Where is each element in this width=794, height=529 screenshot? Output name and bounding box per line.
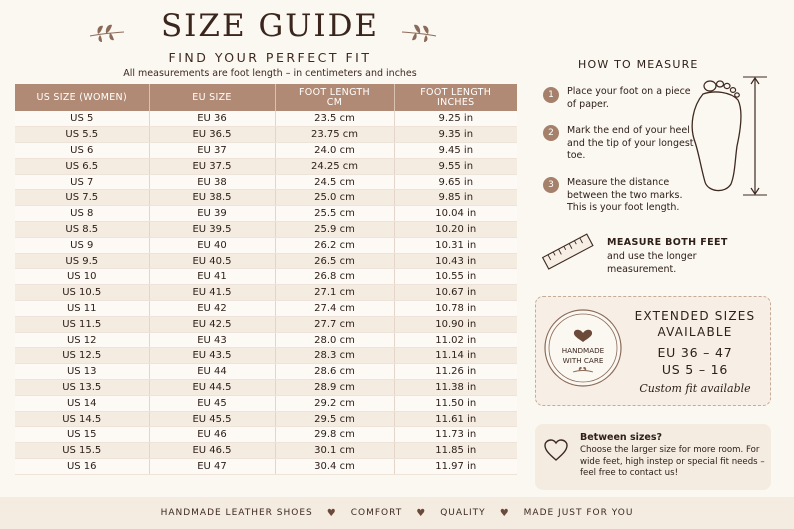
us-size-cell: US 12 (15, 332, 149, 348)
foot-length-inches-cell: 11.14 in (394, 348, 517, 364)
foot-length-inches-cell: 9.35 in (394, 127, 517, 143)
us-size-cell: US 11 (15, 301, 149, 317)
eu-size-cell: EU 41 (149, 269, 275, 285)
us-size-cell: US 8 (15, 206, 149, 222)
eu-size-cell: EU 37 (149, 143, 275, 159)
table-row (15, 206, 517, 222)
foot-length-cm-cell: 30.4 cm (275, 459, 394, 475)
foot-length-inches-cell: 11.02 in (394, 332, 517, 348)
foot-length-cm-cell: 29.8 cm (275, 427, 394, 443)
foot-length-inches-cell: 10.31 in (394, 237, 517, 253)
foot-length-cm-cell: 28.0 cm (275, 332, 394, 348)
heart-icon: ♥ (416, 507, 427, 519)
eu-size-cell: EU 44 (149, 364, 275, 380)
step-3-badge: 3 (543, 177, 559, 193)
step-2-badge: 2 (543, 125, 559, 141)
us-size-cell: US 14 (15, 395, 149, 411)
foot-length-inches-cell: 10.04 in (394, 206, 517, 222)
us-size-range: US 5 – 16 (661, 362, 729, 377)
heart-icon: ♥ (326, 507, 337, 519)
table-row (15, 253, 517, 269)
step-1-badge: 1 (543, 87, 559, 103)
foot-length-cm-cell: 28.3 cm (275, 348, 394, 364)
us-size-cell: US 13 (15, 364, 149, 380)
between-sizes-text: Choose the larger size for more room. For wide feet, high instep or special fit needs – feel free to contact us! (580, 445, 765, 478)
foot-length-cm-cell: 28.9 cm (275, 380, 394, 396)
foot-length-inches-cell: 11.97 in (394, 459, 517, 475)
table-row (15, 301, 517, 317)
foot-length-cm-cell: 27.1 cm (275, 285, 394, 301)
foot-length-inches-cell: 9.55 in (394, 158, 517, 174)
foot-length-cm-cell: 25.9 cm (275, 222, 394, 238)
foot-length-inches-cell: 11.85 in (394, 443, 517, 459)
between-sizes-title: Between sizes? (580, 432, 663, 443)
table-row (15, 222, 517, 238)
eu-size-cell: EU 40.5 (149, 253, 275, 269)
eu-size-cell: EU 36 (149, 111, 275, 127)
eu-size-cell: EU 42.5 (149, 316, 275, 332)
header-eu-size: EU SIZE (149, 84, 275, 111)
footer-item-comfort: COMFORT (350, 508, 403, 518)
us-size-cell: US 14.5 (15, 411, 149, 427)
size-table (15, 84, 517, 475)
table-row (15, 174, 517, 190)
us-size-cell: US 10.5 (15, 285, 149, 301)
foot-length-cm-cell: 29.5 cm (275, 411, 394, 427)
page-title: SIZE GUIDE (160, 8, 380, 44)
measurement-note: All measurements are foot length – in centimeters and inches (123, 68, 417, 79)
foot-length-cm-cell: 25.5 cm (275, 206, 394, 222)
ruler-icon (540, 233, 596, 271)
eu-size-cell: EU 38 (149, 174, 275, 190)
custom-fit-text: Custom fit available (639, 382, 751, 395)
table-row (15, 380, 517, 396)
us-size-cell: US 6.5 (15, 158, 149, 174)
heart-icon: ♥ (499, 507, 510, 519)
seal-line-1: HANDMADE (561, 346, 605, 355)
us-size-cell: US 5.5 (15, 127, 149, 143)
foot-length-inches-cell: 10.55 in (394, 269, 517, 285)
handmade-seal (543, 308, 623, 388)
foot-length-cm-cell: 27.7 cm (275, 316, 394, 332)
eu-size-range: EU 36 – 47 (657, 345, 733, 360)
footer-banner (0, 497, 794, 529)
table-row (15, 269, 517, 285)
foot-length-inches-cell: 11.50 in (394, 395, 517, 411)
table-row (15, 427, 517, 443)
foot-length-inches-cell: 9.65 in (394, 174, 517, 190)
us-size-cell: US 9 (15, 237, 149, 253)
foot-length-cm-cell: 26.2 cm (275, 237, 394, 253)
table-row (15, 316, 517, 332)
measure-both-feet-title: MEASURE BOTH FEET (607, 237, 728, 248)
heart-outline-icon (543, 438, 569, 462)
foot-length-inches-cell: 10.20 in (394, 222, 517, 238)
footer-item-made-for-you: MADE JUST FOR YOU (523, 508, 634, 518)
foot-length-cm-cell: 24.25 cm (275, 158, 394, 174)
foot-length-cm-cell: 25.0 cm (275, 190, 394, 206)
page-subtitle: FIND YOUR PERFECT FIT (168, 50, 372, 65)
step-3-text: Measure the distance between the two marks. This is your foot length. (567, 177, 683, 213)
eu-size-cell: EU 41.5 (149, 285, 275, 301)
foot-length-inches-cell: 10.78 in (394, 301, 517, 317)
eu-size-cell: EU 46 (149, 427, 275, 443)
eu-size-cell: EU 43 (149, 332, 275, 348)
footer-item-quality: QUALITY (440, 508, 486, 518)
foot-length-cm-cell: 28.6 cm (275, 364, 394, 380)
foot-length-cm-cell: 26.5 cm (275, 253, 394, 269)
foot-length-cm-cell: 23.5 cm (275, 111, 394, 127)
eu-size-cell: EU 46.5 (149, 443, 275, 459)
us-size-cell: US 15.5 (15, 443, 149, 459)
table-row (15, 443, 517, 459)
header-foot-length-inches (394, 84, 517, 111)
foot-length-cm-cell: 23.75 cm (275, 127, 394, 143)
eu-size-cell: EU 39.5 (149, 222, 275, 238)
eu-size-cell: EU 42 (149, 301, 275, 317)
header-us-size: US SIZE (WOMEN) (15, 84, 149, 111)
us-size-cell: US 12.5 (15, 348, 149, 364)
eu-size-cell: EU 40 (149, 237, 275, 253)
foot-length-inches-cell: 11.73 in (394, 427, 517, 443)
foot-length-cm-cell: 27.4 cm (275, 301, 394, 317)
foot-length-inches-cell: 11.26 in (394, 364, 517, 380)
foot-length-cm-cell: 30.1 cm (275, 443, 394, 459)
eu-size-cell: EU 45.5 (149, 411, 275, 427)
table-row (15, 285, 517, 301)
us-size-cell: US 9.5 (15, 253, 149, 269)
foot-length-inches-cell: 10.67 in (394, 285, 517, 301)
eu-size-cell: EU 39 (149, 206, 275, 222)
table-row (15, 111, 517, 127)
table-header-row (15, 84, 517, 111)
us-size-cell: US 15 (15, 427, 149, 443)
us-size-cell: US 6 (15, 143, 149, 159)
eu-size-cell: EU 36.5 (149, 127, 275, 143)
table-row (15, 395, 517, 411)
table-row (15, 364, 517, 380)
us-size-cell: US 8.5 (15, 222, 149, 238)
eu-size-cell: EU 38.5 (149, 190, 275, 206)
us-size-cell: US 16 (15, 459, 149, 475)
how-to-measure-title: HOW TO MEASURE (578, 58, 699, 71)
foot-outline-icon (683, 76, 773, 200)
header-foot-length-cm (275, 84, 394, 111)
us-size-cell: US 13.5 (15, 380, 149, 396)
extended-sizes-title (630, 308, 760, 340)
foot-length-inches-cell: 9.25 in (394, 111, 517, 127)
step-2-text: Mark the end of your heel and the tip of your longest toe. (567, 125, 694, 161)
step-1-text: Place your foot on a piece of paper. (567, 86, 691, 110)
table-row (15, 237, 517, 253)
us-size-cell: US 10 (15, 269, 149, 285)
foot-length-inches-cell: 11.61 in (394, 411, 517, 427)
seal-line-2: WITH CARE (562, 356, 604, 365)
us-size-cell: US 11.5 (15, 316, 149, 332)
header-inches-text: FOOT LENGTH INCHES (420, 86, 492, 108)
foot-length-inches-cell: 10.90 in (394, 316, 517, 332)
table-row (15, 127, 517, 143)
foot-length-inches-cell: 9.85 in (394, 190, 517, 206)
foot-length-inches-cell: 11.38 in (394, 380, 517, 396)
table-row (15, 158, 517, 174)
footer-item-handmade: HANDMADE LEATHER SHOES (160, 508, 313, 518)
table-row (15, 348, 517, 364)
foot-length-cm-cell: 26.8 cm (275, 269, 394, 285)
foot-length-cm-cell: 24.0 cm (275, 143, 394, 159)
us-size-cell: US 5 (15, 111, 149, 127)
eu-size-cell: EU 45 (149, 395, 275, 411)
us-size-cell: US 7 (15, 174, 149, 190)
foot-length-inches-cell: 10.43 in (394, 253, 517, 269)
table-row (15, 332, 517, 348)
extended-title-line-1: EXTENDED SIZES (634, 309, 756, 323)
table-row (15, 190, 517, 206)
table-row (15, 411, 517, 427)
eu-size-cell: EU 47 (149, 459, 275, 475)
eu-size-cell: EU 37.5 (149, 158, 275, 174)
measure-both-feet-text: and use the longer measurement. (607, 251, 697, 275)
table-row (15, 459, 517, 475)
foot-length-inches-cell: 9.45 in (394, 143, 517, 159)
extended-title-line-2: AVAILABLE (657, 325, 733, 339)
eu-size-cell: EU 44.5 (149, 380, 275, 396)
table-row (15, 143, 517, 159)
eu-size-cell: EU 43.5 (149, 348, 275, 364)
foot-length-cm-cell: 24.5 cm (275, 174, 394, 190)
foot-length-cm-cell: 29.2 cm (275, 395, 394, 411)
header-cm-text: FOOT LENGTH CM (299, 86, 370, 108)
us-size-cell: US 7.5 (15, 190, 149, 206)
